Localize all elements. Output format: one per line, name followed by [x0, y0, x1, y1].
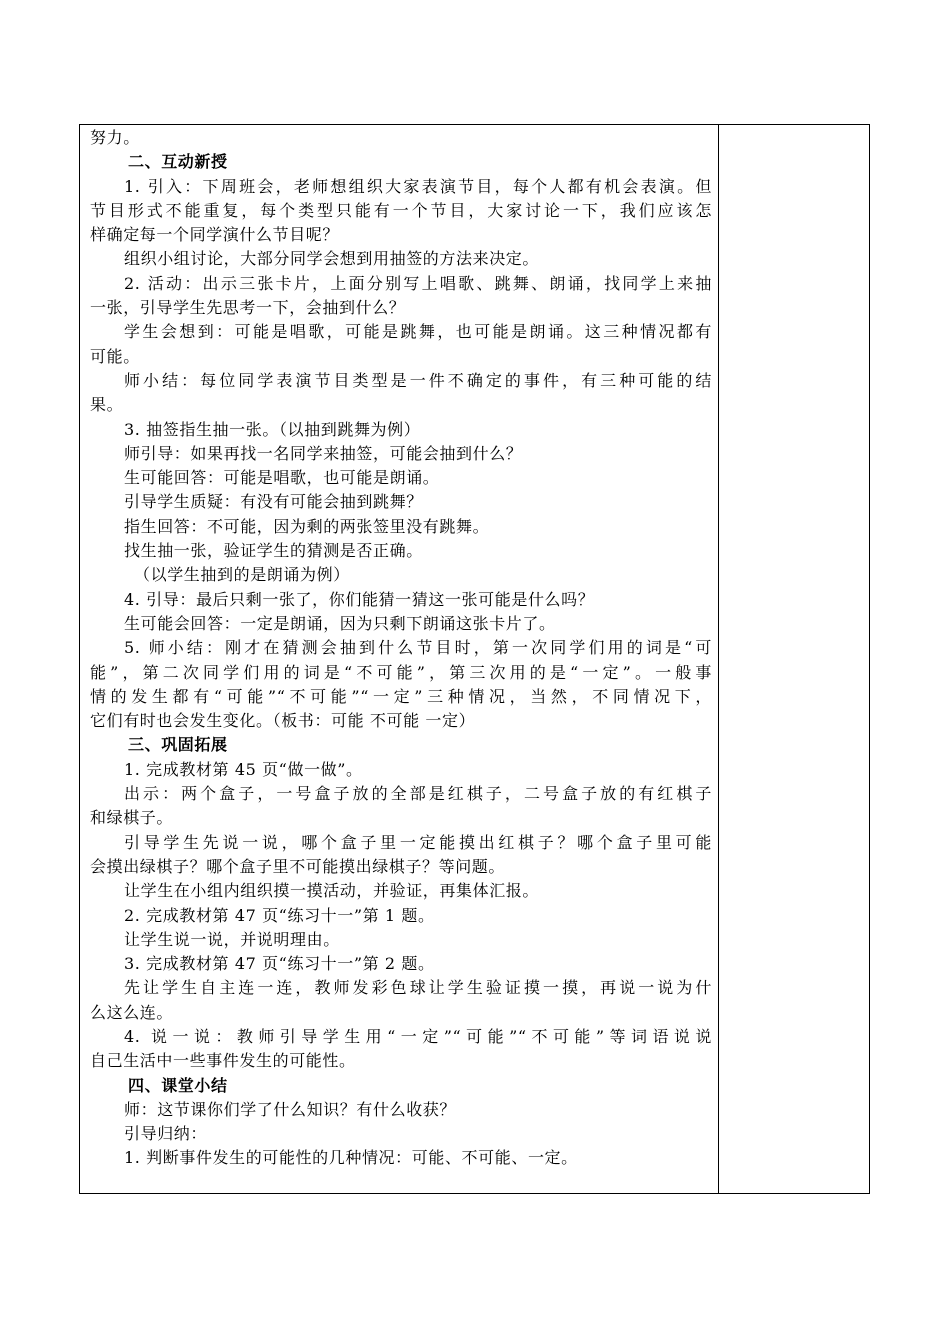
text-line: 先让学生自主连一连，教师发彩色球让学生验证摸一摸，再说一说为什	[124, 978, 712, 998]
text-line: 3. 抽签指生抽一张。（以抽到跳舞为例）	[124, 419, 421, 439]
text-line: 和绿棋子。	[90, 808, 174, 828]
text-line: 努力。	[90, 128, 140, 147]
text-line: （以学生抽到的是朗诵为例）	[134, 565, 350, 585]
text-line: 找生抽一张，验证学生的猜测是否正确。	[124, 541, 423, 561]
text-line: 2. 活动：出示三张卡片，上面分别写上唱歌、跳舞、朗诵，找同学上来抽	[124, 273, 712, 293]
text-line: 师小结：每位同学表演节目类型是一件不确定的事件，有三种可能的结	[124, 370, 712, 390]
text-line: 自己生活中一些事件发生的可能性。	[90, 1051, 356, 1071]
section-heading: 二、互动新授	[128, 152, 228, 172]
text-line: 生可能会回答：一定是朗诵，因为只剩下朗诵这张卡片了。	[124, 613, 556, 633]
text-line: 引导学生质疑：有没有可能会抽到跳舞？	[124, 492, 423, 512]
text-line: 师：这节课你们学了什么知识？有什么收获？	[124, 1099, 457, 1119]
text-line: 让学生说一说，并说明理由。	[124, 929, 340, 949]
text-line: 生可能回答：可能是唱歌，也可能是朗诵。	[124, 468, 440, 488]
text-line: 能”，第二次同学们用的词是“不可能”，第三次用的是“一定”。一般事	[90, 662, 712, 682]
text-line: 会摸出绿棋子？哪个盒子里不可能摸出绿棋子？等问题。	[90, 856, 506, 876]
text-line: 1. 完成教材第 45 页“做一做”。	[124, 759, 363, 779]
text-line: 节目形式不能重复，每个类型只能有一个节目，大家讨论一下，我们应该怎	[90, 200, 712, 220]
text-line: 它们有时也会发生变化。（板书：可能 不可能 一定）	[90, 711, 476, 731]
text-line: 师引导：如果再找一名同学来抽签，可能会抽到什么？	[124, 443, 523, 463]
text-line: 3. 完成教材第 47 页“练习十一”第 2 题。	[124, 954, 435, 974]
text-line: 可能。	[90, 346, 140, 366]
text-line: 引导归纳：	[124, 1124, 208, 1144]
text-line: 1. 判断事件发生的可能性的几种情况：可能、不可能、一定。	[124, 1148, 578, 1168]
text-line: 1. 引入：下周班会，老师想组织大家表演节目，每个人都有机会表演。但	[124, 176, 712, 196]
text-line: 果。	[90, 395, 124, 415]
section-heading: 四、课堂小结	[128, 1075, 228, 1095]
text-line: 指生回答：不可能，因为剩的两张签里没有跳舞。	[124, 516, 490, 536]
section-heading: 三、巩固拓展	[128, 735, 228, 755]
text-line: 4. 引导：最后只剩一张了，你们能猜一猜这一张可能是什么吗？	[124, 589, 595, 609]
text-line: 一张，引导学生先思考一下，会抽到什么？	[90, 298, 406, 318]
text-line: 组织小组讨论，大部分同学会想到用抽签的方法来决定。	[124, 249, 540, 269]
text-line: 出示：两个盒子，一号盒子放的全部是红棋子，二号盒子放的有红棋子	[124, 784, 712, 804]
text-line: 5. 师小结：刚才在猜测会抽到什么节目时，第一次同学们用的词是“可	[124, 638, 712, 658]
lesson-content	[90, 126, 712, 1171]
text-line: 样确定每一个同学演什么节目呢？	[90, 225, 340, 245]
text-line: 情的发生都有“可能”“不可能”“一定”三种情况，当然，不同情况下，	[90, 686, 712, 706]
text-line: 么这么连。	[90, 1002, 174, 1022]
text-line: 学生会想到：可能是唱歌，可能是跳舞，也可能是朗诵。这三种情况都有	[124, 322, 712, 342]
text-line: 让学生在小组内组织摸一摸活动，并验证，再集体汇报。	[124, 881, 540, 901]
text-line: 2. 完成教材第 47 页“练习十一”第 1 题。	[124, 905, 435, 925]
text-line: 4. 说一说：教师引导学生用“一定”“可能”“不可能”等词语说说	[124, 1026, 712, 1046]
column-divider	[718, 124, 719, 1194]
text-line: 引导学生先说一说，哪个盒子里一定能摸出红棋子？哪个盒子里可能	[124, 832, 712, 852]
